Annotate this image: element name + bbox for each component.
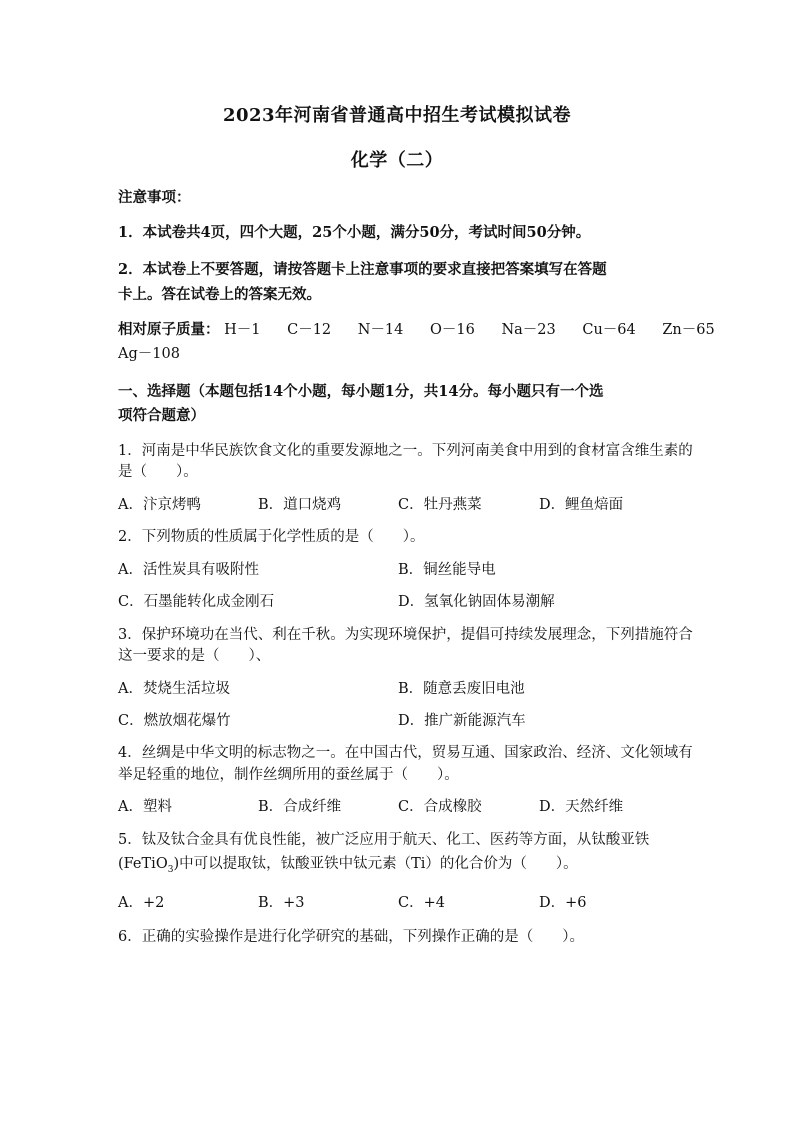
question-1-option-b: B．道口烧鸡: [258, 497, 342, 513]
atomic-mass-zn: Zn－65: [662, 322, 715, 338]
question-1-stem-line-1: 1．河南是中华民族饮食文化的重要发源地之一。下列河南美食中用到的食材富含维生素的: [118, 443, 693, 459]
question-5-option-a: A．+2: [118, 895, 165, 911]
question-1-option-a: A．汴京烤鸭: [118, 497, 201, 513]
question-2-option-a: A．活性炭具有吸附性: [118, 562, 259, 578]
question-6-stem-line-1: 6．正确的实验操作是进行化学研究的基础，下列操作正确的是（ ）。: [118, 929, 584, 945]
question-5-stem-line-2: [118, 852, 578, 875]
exam-subtitle: 化学（二）: [350, 150, 444, 171]
question-4-stem-line-1: 4．丝绸是中华文明的标志物之一。在中国古代，贸易互通、国家政治、经济、文化领域有: [118, 745, 693, 761]
atomic-mass-ag: Ag－108: [118, 346, 180, 362]
notes-item-2-line-1: 2．本试卷上不要答题，请按答题卡上注意事项的要求直接把答案填写在答题: [118, 261, 607, 278]
question-1-stem-line-2: 是（ ）。: [118, 464, 198, 480]
question-3-option-b: B．随意丢废旧电池: [398, 681, 525, 697]
question-2-stem-line-1: 2．下列物质的性质属于化学性质的是（ ）。: [118, 529, 425, 545]
question-4-option-d: D．天然纤维: [539, 799, 624, 815]
atomic-mass-o: O－16: [430, 322, 475, 338]
question-2-option-c: C．石墨能转化成金刚石: [118, 594, 275, 610]
question-4-option-a: A．塑料: [118, 799, 172, 815]
fetio3-formula: [118, 856, 180, 875]
question-4-option-b: B．合成纤维: [258, 799, 342, 815]
exam-title: 2023年河南省普通高中招生考试模拟试卷: [222, 105, 572, 126]
question-5-stem-text: 中可以提取钛，钛酸亚铁中钛元素（Ti）的化合价为（ ）。: [179, 856, 578, 872]
question-5-option-d: D．+6: [539, 895, 587, 911]
atomic-mass-cu: Cu－64: [582, 322, 636, 338]
question-3-stem-line-2: 这一要求的是（ ）、: [118, 648, 271, 664]
atomic-mass-h: H－1: [224, 322, 261, 338]
question-5-stem-line-1: 5．钛及钛合金具有优良性能，被广泛应用于航天、化工、医药等方面，从钛酸亚铁: [118, 832, 650, 848]
question-3-option-c: C．燃放烟花爆竹: [118, 713, 231, 729]
formula-subscript: 3: [167, 864, 174, 875]
question-1-option-c: C．牡丹燕菜: [398, 497, 482, 513]
question-3-option-a: A．焚烧生活垃圾: [118, 681, 230, 697]
formula-close: ): [173, 856, 180, 872]
question-3-stem-line-1: 3．保护环境功在当代、利在千秋。为实现环境保护，提倡可持续发展理念，下列措施符合: [118, 627, 693, 643]
section-1-heading-line-2: 项符合题意）: [118, 407, 205, 424]
question-5-option-c: C．+4: [398, 895, 445, 911]
question-3-option-d: D．推广新能源汽车: [398, 713, 526, 729]
atomic-mass-c: C－12: [287, 322, 332, 338]
atomic-mass-n: N－14: [357, 322, 404, 338]
question-5-option-b: B．+3: [258, 895, 305, 911]
question-1-option-d: D．鲤鱼焙面: [539, 497, 624, 513]
formula-main: (FeTiO: [118, 856, 168, 872]
notes-heading: 注意事项：: [118, 189, 191, 206]
atomic-masses-label: 相对原子质量：: [118, 321, 220, 338]
question-4-stem-line-2: 举足轻重的地位，制作丝绸所用的蚕丝属于（ ）。: [118, 767, 459, 783]
notes-item-1: 1．本试卷共4页，四个大题，25个小题，满分50分，考试时间50分钟。: [118, 224, 591, 241]
notes-item-2-line-2: 卡上。答在试卷上的答案无效。: [118, 286, 321, 303]
atomic-mass-na: Na－23: [501, 322, 556, 338]
question-4-option-c: C．合成橡胶: [398, 799, 482, 815]
atomic-masses-row: [118, 318, 737, 339]
question-2-option-d: D．氢氧化钠固体易潮解: [398, 594, 555, 610]
section-1-heading-line-1: 一、选择题（本题包括14个小题，每小题1分，共14分。每小题只有一个选: [118, 383, 604, 400]
question-2-option-b: B．铜丝能导电: [398, 562, 496, 578]
